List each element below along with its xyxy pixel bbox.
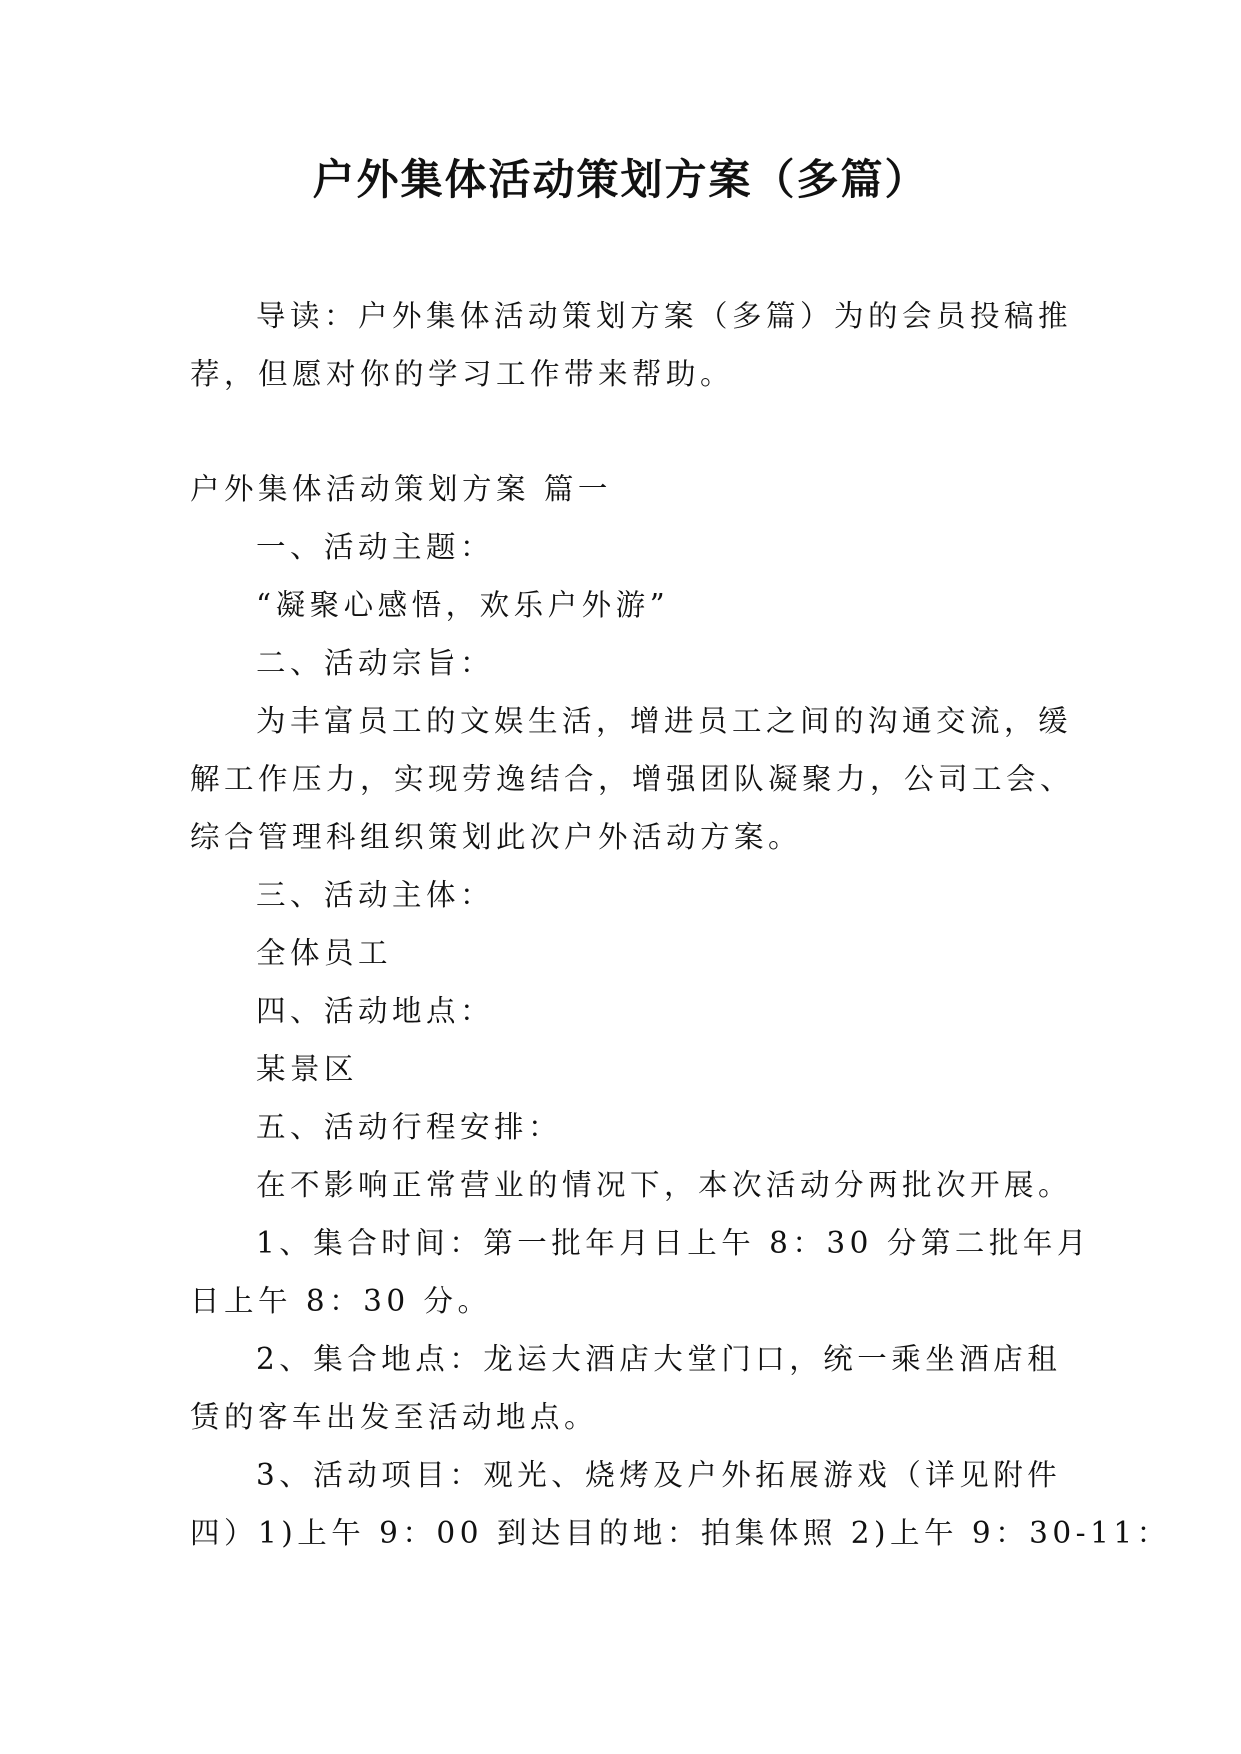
- paragraph-line: 1、集合时间：第一批年月日上午 8：30 分第二批年月: [256, 1226, 1091, 1260]
- paragraph-line: 3、活动项目：观光、烧烤及户外拓展游戏（详见附件: [256, 1458, 1062, 1492]
- intro-line: 导读：户外集体活动策划方案（多篇）为的会员投稿推: [256, 299, 1073, 333]
- paragraph-line: 四）1)上午 9：00 到达目的地：拍集体照 2)上午 9：30-11：: [190, 1516, 1171, 1550]
- heading-activity-location: 四、活动地点：: [256, 994, 495, 1028]
- heading-activity-participants: 三、活动主体：: [256, 878, 495, 912]
- intro-paragraph: [190, 287, 1073, 403]
- paragraph-line: 赁的客车出发至活动地点。: [190, 1400, 599, 1434]
- paragraph-line: 在不影响正常营业的情况下，本次活动分两批次开展。: [256, 1168, 1073, 1202]
- heading-activity-purpose: 二、活动宗旨：: [256, 646, 495, 680]
- document-body: [190, 460, 1171, 1562]
- section-heading: 户外集体活动策划方案 篇一: [190, 472, 612, 506]
- paragraph-line: 综合管理科组织策划此次户外活动方案。: [190, 820, 803, 854]
- paragraph-line: 日上午 8：30 分。: [190, 1284, 492, 1318]
- activity-theme-text: “凝聚心感悟，欢乐户外游”: [256, 588, 670, 622]
- document-title: 户外集体活动策划方案（多篇）: [312, 155, 929, 204]
- participants-text: 全体员工: [256, 936, 393, 970]
- paragraph-line: 2、集合地点：龙运大酒店大堂门口，统一乘坐酒店租: [256, 1342, 1062, 1376]
- location-text: 某景区: [256, 1052, 359, 1086]
- intro-line: 荐，但愿对你的学习工作带来帮助。: [190, 357, 735, 391]
- paragraph-line: 解工作压力，实现劳逸结合，增强团队凝聚力，公司工会、: [190, 762, 1075, 796]
- heading-activity-schedule: 五、活动行程安排：: [256, 1110, 563, 1144]
- heading-activity-theme: 一、活动主题：: [256, 530, 495, 564]
- paragraph-line: 为丰富员工的文娱生活，增进员工之间的沟通交流，缓: [256, 704, 1073, 738]
